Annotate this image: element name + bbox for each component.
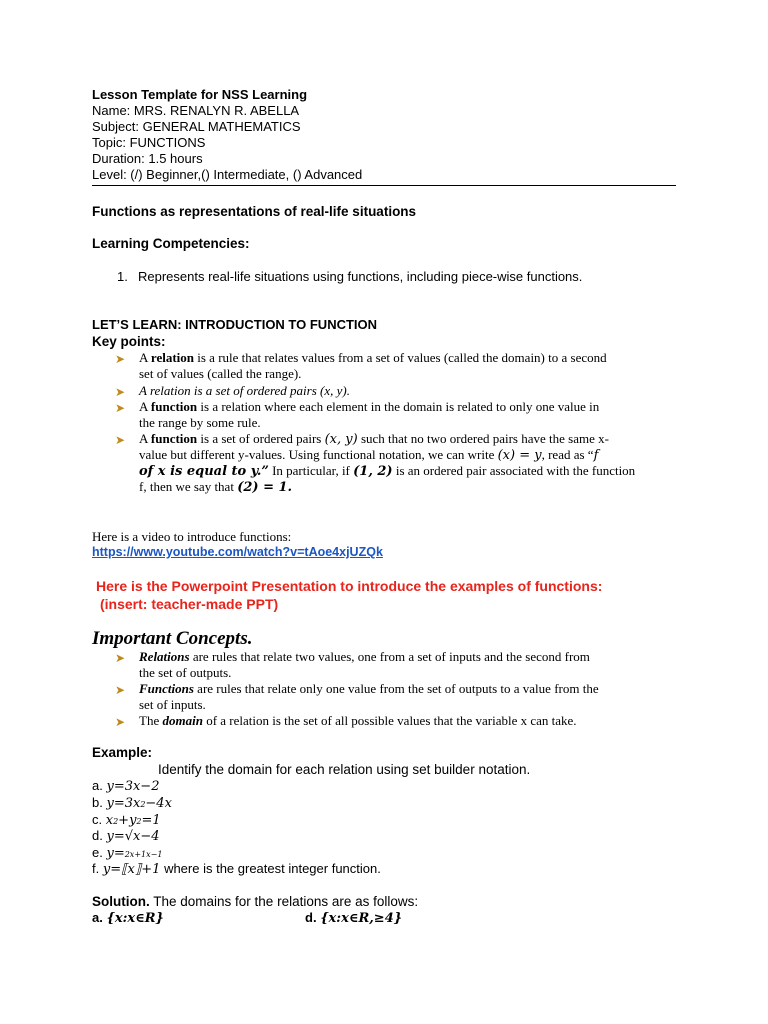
level-line: Level: (/) Beginner,() Intermediate, () Advanced — [92, 167, 363, 182]
important-concepts-heading: Important Concepts. — [92, 628, 253, 649]
lesson-title: Lesson Template for NSS Learning — [92, 87, 308, 102]
functions-concept: Functions are rules that relate only one value from the set of outputs to a value from the — [139, 681, 599, 696]
function-definition: A function is a relation where each element in the domain is related to only one value in — [139, 399, 600, 414]
relation-definition-cont: set of values (called the range). — [139, 366, 302, 381]
solution-intro: Solution. The domains for the relations are as follows: — [92, 894, 419, 909]
arrowhead-bullet-icon: ➤ — [115, 352, 126, 366]
teacher-name: Name: MRS. RENALYN R. ABELLA — [92, 103, 300, 118]
competencies-heading: Learning Competencies: — [92, 236, 250, 251]
lets-learn-heading: LET’S LEARN: INTRODUCTION TO FUNCTION — [92, 317, 378, 332]
domain-concept: The domain of a relation is the set of all possible values that the variable x can take. — [139, 713, 577, 728]
arrowhead-bullet-icon: ➤ — [115, 385, 126, 399]
example-item-d: d. y=√x−4 — [92, 828, 160, 844]
arrowhead-bullet-icon: ➤ — [115, 715, 126, 729]
duration-line: Duration: 1.5 hours — [92, 151, 203, 166]
topic-line: Topic: FUNCTIONS — [92, 135, 206, 150]
example-item-c: c. x2+y2=1 — [92, 812, 161, 828]
function-notation-line: value but different y-values. Using functional notation, we can write (x) = y, read as “f — [139, 447, 599, 463]
youtube-video-link[interactable]: https://www.youtube.com/watch?v=tAoe4xjUZQk — [92, 545, 383, 559]
competency-text: Represents real-life situations using functions, including piece-wise functions. — [138, 269, 583, 284]
function-ordered-pairs: A function is a set of ordered pairs (x, y) such that no two ordered pairs have the same x- — [139, 431, 609, 447]
ppt-intro-text: Here is the Powerpoint Presentation to introduce the examples of functions: — [96, 578, 603, 594]
arrowhead-bullet-icon: ➤ — [115, 433, 126, 447]
example-item-f: f. y=⟦x⟧+1 where is the greatest integer function. — [92, 861, 381, 877]
arrowhead-bullet-icon: ➤ — [115, 683, 126, 697]
example-item-a: a. y=3x−2 — [92, 778, 160, 794]
function-notation-line-3: f, then we say that (2) = 1. — [139, 479, 293, 495]
competency-number: 1. — [117, 269, 128, 284]
solution-a: a. {x:x∈R} — [92, 910, 164, 926]
function-definition-cont: the range by some rule. — [139, 415, 261, 430]
function-notation-line-2: of x is equal to y.” In particular, if (1, 2) is an ordered pair associated with the function — [139, 463, 636, 479]
relation-definition: A relation is a rule that relates values from a set of values (called the domain) to a second — [139, 350, 607, 365]
key-points-heading: Key points: — [92, 334, 166, 349]
relations-concept-cont: the set of outputs. — [139, 665, 232, 680]
relation-ordered-pairs: A relation is a set of ordered pairs (x, y). — [139, 383, 350, 398]
ppt-insert-note: (insert: teacher-made PPT) — [100, 596, 279, 612]
header-divider — [92, 185, 676, 186]
example-heading: Example: — [92, 745, 153, 760]
functions-concept-cont: set of inputs. — [139, 697, 206, 712]
arrowhead-bullet-icon: ➤ — [115, 401, 126, 415]
example-item-b: b. y=3x2−4x — [92, 795, 172, 811]
solution-d: d. {x:x∈R,≥4} — [305, 910, 403, 926]
video-intro-text: Here is a video to introduce functions: — [92, 529, 292, 544]
subject-line: Subject: GENERAL MATHEMATICS — [92, 119, 301, 134]
section-title: Functions as representations of real-life situations — [92, 204, 417, 219]
example-item-e: e. y=2x+1x−1 — [92, 845, 163, 861]
example-instruction: Identify the domain for each relation using set builder notation. — [158, 762, 531, 777]
arrowhead-bullet-icon: ➤ — [115, 651, 126, 665]
relations-concept: Relations are rules that relate two values, one from a set of inputs and the second from — [139, 649, 590, 664]
